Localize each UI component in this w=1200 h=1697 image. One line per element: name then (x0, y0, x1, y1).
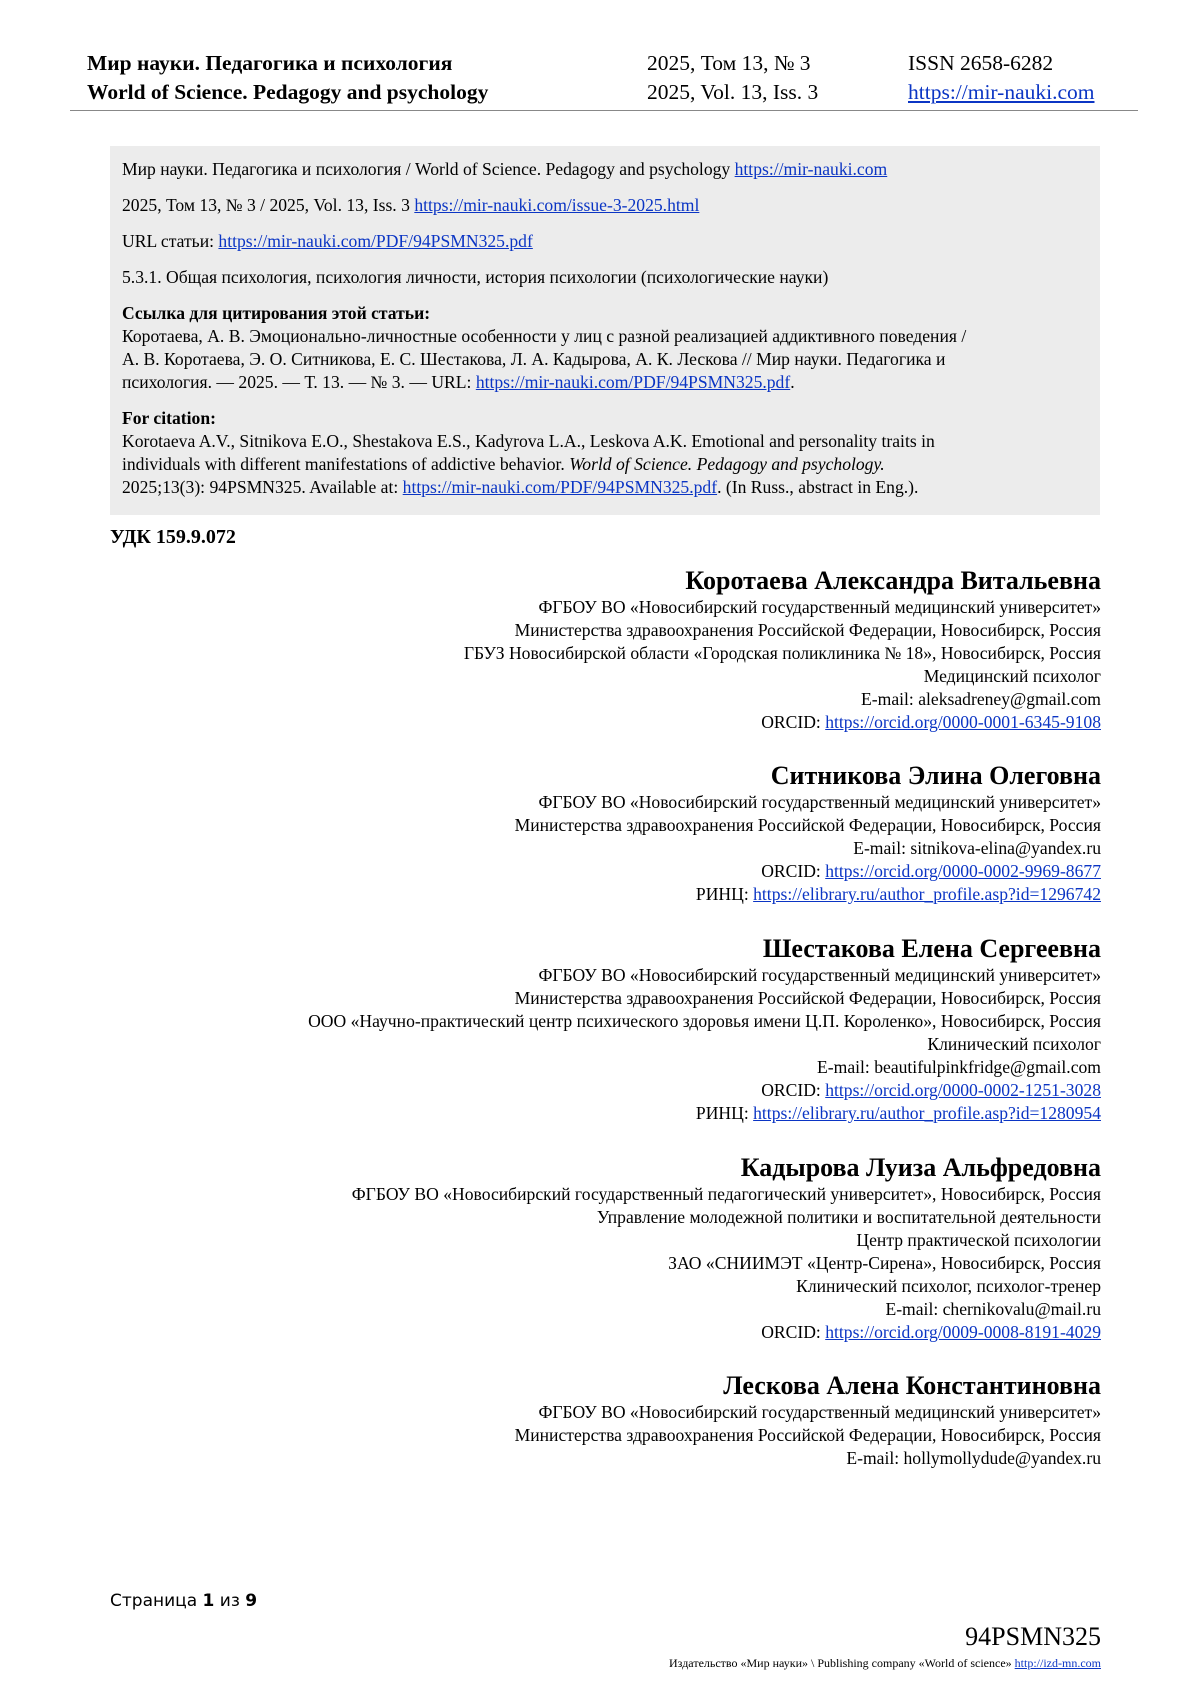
cite-ru-title: Ссылка для цитирования этой статьи: (122, 303, 431, 323)
cite-ru-line-2: А. В. Коротаева, Э. О. Ситникова, Е. С. Шестакова, Л. А. Кадырова, А. К. Лескова // Мир науки. Педагогика и (122, 349, 946, 369)
orcid-link[interactable]: https://orcid.org/0000-0002-1251-3028 (825, 1080, 1101, 1100)
article-url-line (122, 230, 1090, 253)
author-orcid-line (464, 711, 1101, 734)
document-id: 94PSMN325 (965, 1622, 1101, 1651)
author-block-1 (464, 566, 1101, 734)
rinc-link[interactable]: https://elibrary.ru/author_profile.asp?id=1280954 (753, 1103, 1101, 1123)
author-affiliation: ФГБОУ ВО «Новосибирский государственный педагогический университет», Новосибирск, Россия (351, 1184, 1101, 1204)
orcid-link[interactable]: https://orcid.org/0000-0002-9969-8677 (825, 861, 1101, 881)
author-affiliation: Управление молодежной политики и воспитательной деятельности (596, 1207, 1101, 1227)
author-name: Ситникова Элина Олеговна (770, 761, 1101, 790)
rinc-link[interactable]: https://elibrary.ru/author_profile.asp?id=1296742 (753, 884, 1101, 904)
page-current: 1 (202, 1591, 215, 1611)
author-affiliation: ГБУЗ Новосибирской области «Городская поликлиника № 18», Новосибирск, Россия (463, 643, 1101, 663)
author-email: E-mail: beautifulpinkfridge@gmail.com (817, 1057, 1101, 1077)
article-url-label: URL статьи: (122, 231, 219, 251)
author-rinc-line (308, 1102, 1101, 1125)
journal-line-text: Мир науки. Педагогика и психология / World of Science. Pedagogy and psychology (122, 159, 735, 179)
article-url-link[interactable]: https://mir-nauki.com/PDF/94PSMN325.pdf (218, 231, 533, 251)
specialty-line: 5.3.1. Общая психология, психология личности, история психологии (психологические науки) (122, 267, 829, 287)
cite-en-line-2 (122, 453, 1090, 476)
author-name: Коротаева Александра Витальевна (685, 566, 1101, 595)
journal-title-ru: Мир науки. Педагогика и психология (87, 51, 453, 75)
author-name: Кадырова Луиза Альфредовна (740, 1153, 1101, 1182)
author-affiliation: ФГБОУ ВО «Новосибирский государственный медицинский университет» (538, 965, 1101, 985)
journal-title-en: World of Science. Pedagogy and psychology (87, 80, 489, 104)
author-block-2 (515, 761, 1101, 906)
publisher-link[interactable]: http://izd-mn.com (1014, 1656, 1101, 1670)
author-affiliation: Министерства здравоохранения Российской Федерации, Новосибирск, Россия (514, 815, 1101, 835)
orcid-link[interactable]: https://orcid.org/0009-0008-8191-4029 (825, 1322, 1101, 1342)
author-position: Клинический психолог (927, 1034, 1101, 1054)
author-rinc-line (515, 883, 1101, 906)
author-orcid-line (515, 860, 1101, 883)
cite-en-title: For citation: (122, 408, 216, 428)
journal-line (122, 158, 1090, 181)
author-affiliation: Министерства здравоохранения Российской Федерации, Новосибирск, Россия (514, 988, 1101, 1008)
publisher-text: Издательство «Мир науки» \ Publishing company «World of science» (669, 1656, 1015, 1670)
issue-ru: 2025, Том 13, № 3 (647, 51, 811, 75)
orcid-label: ORCID: (761, 1322, 826, 1342)
issue-line-link[interactable]: https://mir-nauki.com/issue-3-2025.html (414, 195, 700, 215)
orcid-link[interactable]: https://orcid.org/0000-0001-6345-9108 (825, 712, 1101, 732)
author-email: E-mail: chernikovalu@mail.ru (885, 1299, 1101, 1319)
cite-en-line-3-text: 2025;13(3): 94PSMN325. Available at: (122, 477, 403, 497)
journal-line-link[interactable]: https://mir-nauki.com (734, 159, 888, 179)
running-header (70, 51, 1140, 113)
author-email: E-mail: hollymollydude@yandex.ru (846, 1448, 1101, 1468)
page-of: из (214, 1591, 246, 1611)
author-block-4 (352, 1153, 1101, 1344)
cite-en-line-3 (122, 476, 1090, 499)
author-orcid-line (352, 1321, 1101, 1344)
issue-line (122, 194, 1090, 217)
rinc-label: РИНЦ: (695, 884, 754, 904)
author-affiliation: ФГБОУ ВО «Новосибирский государственный медицинский университет» (538, 597, 1101, 617)
author-affiliation: ООО «Научно-практический центр психического здоровья имени Ц.П. Короленко», Новосибирск, Россия (308, 1011, 1101, 1031)
cite-en-line-3-end: . (In Russ., abstract in Eng.). (717, 477, 919, 497)
orcid-label: ORCID: (761, 861, 826, 881)
author-affiliation: Центр практической психологии (856, 1230, 1101, 1250)
journal-site-link[interactable]: https://mir-nauki.com (908, 80, 1095, 104)
issue-line-text: 2025, Том 13, № 3 / 2025, Vol. 13, Iss. 3 (122, 195, 415, 215)
cite-en-line-1: Korotaeva A.V., Sitnikova E.O., Shestakova E.S., Kadyrova L.A., Leskova A.K. Emotional and personality traits in (122, 431, 935, 451)
cite-ru-line-3-text: психология. — 2025. — Т. 13. — № 3. — URL: (122, 372, 476, 392)
author-name: Шестакова Елена Сергеевна (762, 934, 1101, 963)
cite-en-line-2-text: individuals with different manifestations of addictive behavior. (122, 454, 570, 474)
orcid-label: ORCID: (761, 712, 826, 732)
cite-en-journal-italic: World of Science. Pedagogy and psychology. (569, 454, 885, 474)
cite-ru-line-3-end: . (790, 372, 795, 392)
author-block-5 (515, 1371, 1101, 1470)
issue-en: 2025, Vol. 13, Iss. 3 (647, 80, 819, 104)
author-affiliation: ФГБОУ ВО «Новосибирский государственный медицинский университет» (538, 1402, 1101, 1422)
author-affiliation: Министерства здравоохранения Российской Федерации, Новосибирск, Россия (514, 1425, 1101, 1445)
author-email: E-mail: sitnikova-elina@yandex.ru (853, 838, 1101, 858)
author-orcid-line (308, 1079, 1101, 1102)
udk-code: УДК 159.9.072 (110, 526, 236, 548)
author-affiliation: ФГБОУ ВО «Новосибирский государственный медицинский университет» (538, 792, 1101, 812)
author-position: Медицинский психолог (923, 666, 1101, 686)
page-number (110, 1591, 257, 1611)
issn: ISSN 2658-6282 (908, 51, 1054, 75)
author-affiliation: Министерства здравоохранения Российской Федерации, Новосибирск, Россия (514, 620, 1101, 640)
header-divider (70, 110, 1138, 111)
author-email: E-mail: aleksadreney@gmail.com (861, 689, 1101, 709)
citation-box (110, 146, 1100, 515)
page-total: 9 (245, 1591, 258, 1611)
cite-ru-line-1: Коротаева, А. В. Эмоционально-личностные особенности у лиц с разной реализацией аддиктивного поведения / (122, 326, 967, 346)
orcid-label: ORCID: (761, 1080, 826, 1100)
cite-en-link[interactable]: https://mir-nauki.com/PDF/94PSMN325.pdf (402, 477, 718, 497)
publisher-line (669, 1656, 1101, 1671)
author-name: Лескова Алена Константиновна (723, 1371, 1101, 1400)
page-word: Страница (110, 1591, 203, 1611)
cite-ru-link[interactable]: https://mir-nauki.com/PDF/94PSMN325.pdf (475, 372, 791, 392)
author-position: Клинический психолог, психолог-тренер (796, 1276, 1101, 1296)
author-block-3 (308, 934, 1101, 1125)
cite-ru-line-3 (122, 371, 1090, 394)
rinc-label: РИНЦ: (695, 1103, 754, 1123)
author-affiliation: ЗАО «СНИИМЭТ «Центр-Сирена», Новосибирск, Россия (668, 1253, 1101, 1273)
